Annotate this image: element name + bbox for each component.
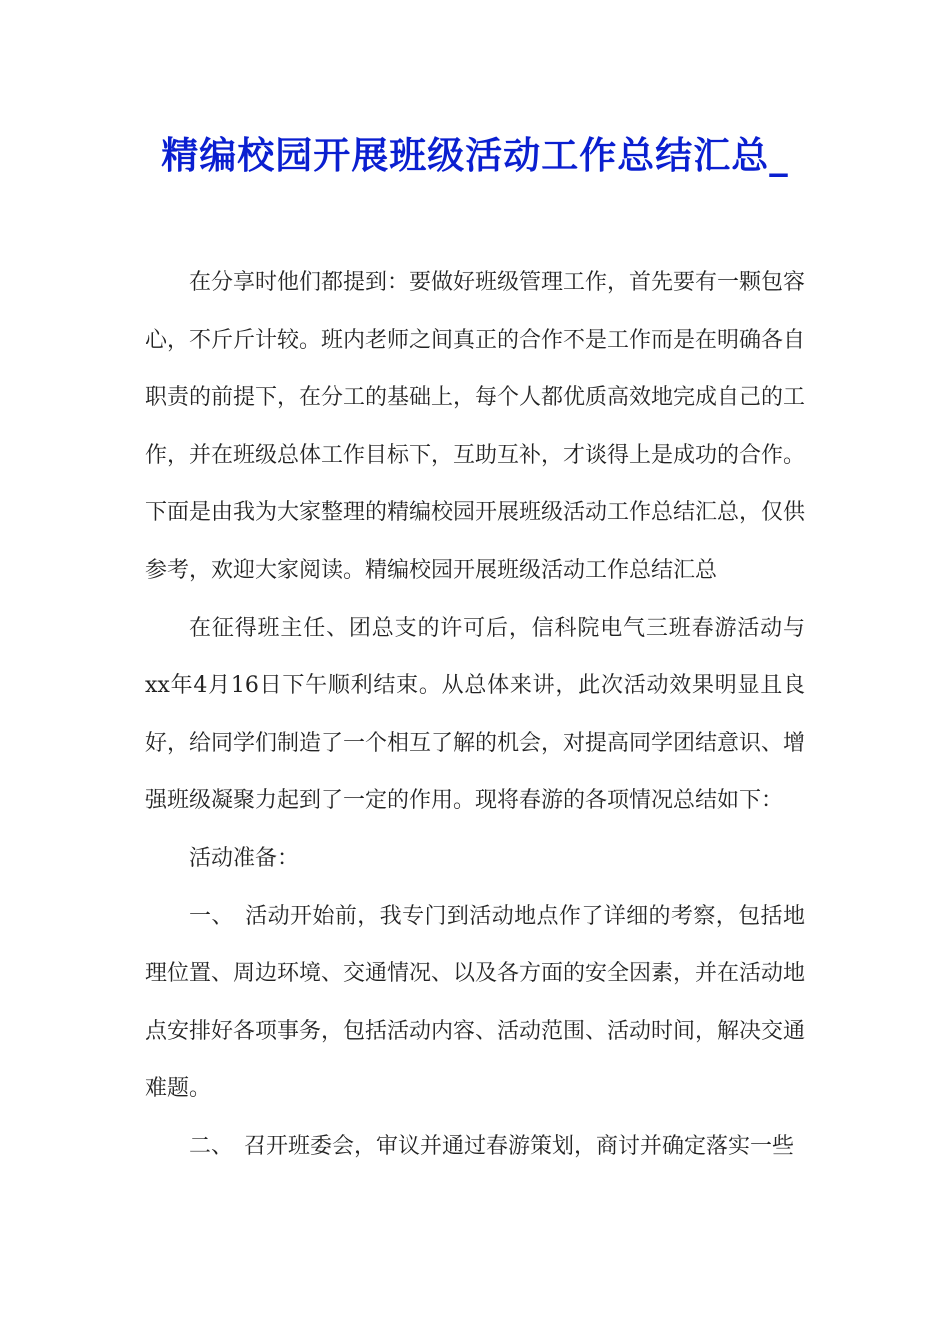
paragraph-intro: 在分享时他们都提到：要做好班级管理工作，首先要有一颗包容心，不斤斤计较。班内老师之间真正的合作不是工作而是在明确各自职责的前提下，在分工的基础上，每个人都优质高效地完成自己的工作，并在班级总体工作目标下，互助互补，才谈得上是成功的合作。下面是由我为大家整理的精编校园开展班级活动工作总结汇总，仅供参考，欢迎大家阅读。精编校园开展班级活动工作总结汇总 xyxy=(145,270,806,583)
document-title: 精编校园开展班级活动工作总结汇总_ xyxy=(161,133,789,177)
paragraph-preparation-heading: 活动准备： xyxy=(189,845,300,871)
paragraph-summary: 在征得班主任、团总支的许可后，信科院电气三班春游活动与xx年4月16日下午顺利结束。从总体来讲，此次活动效果明显且良好，给同学们制造了一个相互了解的机会，对提高同学团结意识、增强班级凝聚力起到了一定的作用。现将春游的各项情况总结如下： xyxy=(145,615,806,814)
document-body xyxy=(145,254,805,1176)
paragraph-item-one: 一、 活动开始前，我专门到活动地点作了详细的考察，包括地理位置、周边环境、交通情况、以及各方面的安全因素，并在活动地点安排好各项事务，包括活动内容、活动范围、活动时间，解决交通难题。 xyxy=(145,903,806,1102)
paragraph-item-two: 二、 召开班委会，审议并通过春游策划，商讨并确定落实一些 xyxy=(189,1133,795,1159)
